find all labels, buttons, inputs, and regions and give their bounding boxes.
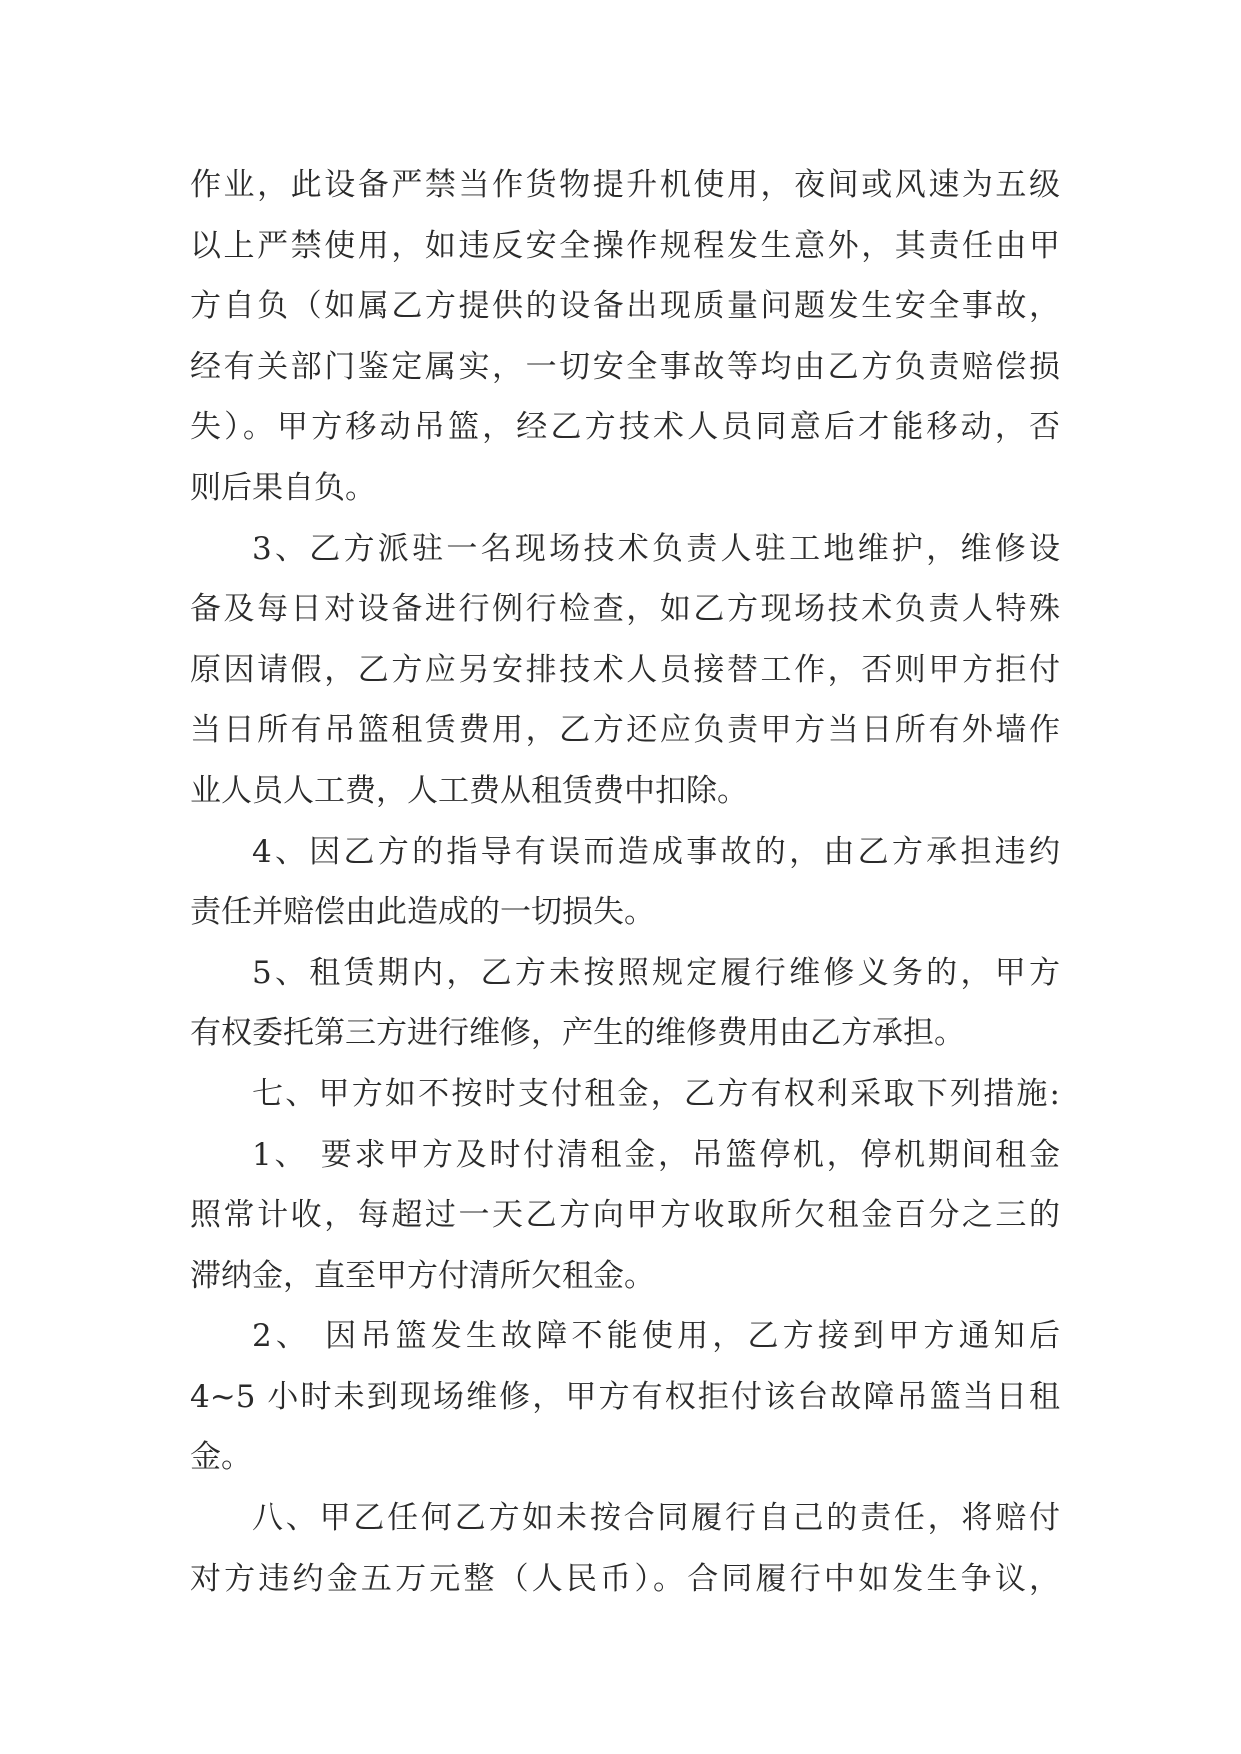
text-line: 4~5 小时未到现场维修，甲方有权拒付该台故障吊篮当日租: [190, 1378, 1060, 1415]
text-line: 5、租赁期内，乙方未按照规定履行维修义务的，甲方: [252, 954, 1060, 991]
text-line: 方自负（如属乙方提供的设备出现质量问题发生安全事故，: [190, 288, 1060, 325]
text-line: 4、因乙方的指导有误而造成事故的，由乙方承担违约: [252, 833, 1060, 870]
text-line: 八、甲乙任何乙方如未按合同履行自己的责任，将赔付: [252, 1500, 1060, 1537]
text-line: 则后果自负。: [190, 469, 376, 506]
text-line: 经有关部门鉴定属实，一切安全事故等均由乙方负责赔偿损: [190, 348, 1060, 385]
text-line: 业人员人工费，人工费从租赁费中扣除。: [190, 772, 748, 809]
text-line: 作业，此设备严禁当作货物提升机使用，夜间或风速为五级: [190, 167, 1060, 203]
text-line: 有权委托第三方进行维修，产生的维修费用由乙方承担。: [190, 1015, 965, 1052]
text-line: 对方违约金五万元整（人民币）。合同履行中如发生争议，: [190, 1560, 1060, 1597]
text-line: 责任并赔偿由此造成的一切损失。: [190, 894, 655, 931]
document-body: [190, 155, 1060, 1609]
text-line: 失）。甲方移动吊篮，经乙方技术人员同意后才能移动，否: [190, 409, 1060, 446]
text-line: 2、 因吊篮发生故障不能使用，乙方接到甲方通知后: [252, 1318, 1060, 1355]
text-line: 七、甲方如不按时支付租金，乙方有权利采取下列措施:: [252, 1075, 1060, 1112]
text-line: 照常计收，每超过一天乙方向甲方收取所欠租金百分之三的: [190, 1197, 1060, 1234]
text-line: 3、乙方派驻一名现场技术负责人驻工地维护，维修设: [252, 530, 1060, 567]
text-line: 备及每日对设备进行例行检查，如乙方现场技术负责人特殊: [190, 591, 1060, 628]
text-line: 金。: [190, 1439, 252, 1476]
text-line: 原因请假，乙方应另安排技术人员接替工作，否则甲方拒付: [190, 651, 1060, 688]
text-line: 当日所有吊篮租赁费用，乙方还应负责甲方当日所有外墙作: [190, 712, 1060, 749]
text-line: 1、 要求甲方及时付清租金，吊篮停机，停机期间租金: [252, 1136, 1060, 1173]
text-line: 滞纳金，直至甲方付清所欠租金。: [190, 1257, 655, 1294]
text-line: 以上严禁使用，如违反安全操作规程发生意外，其责任由甲: [190, 227, 1060, 264]
